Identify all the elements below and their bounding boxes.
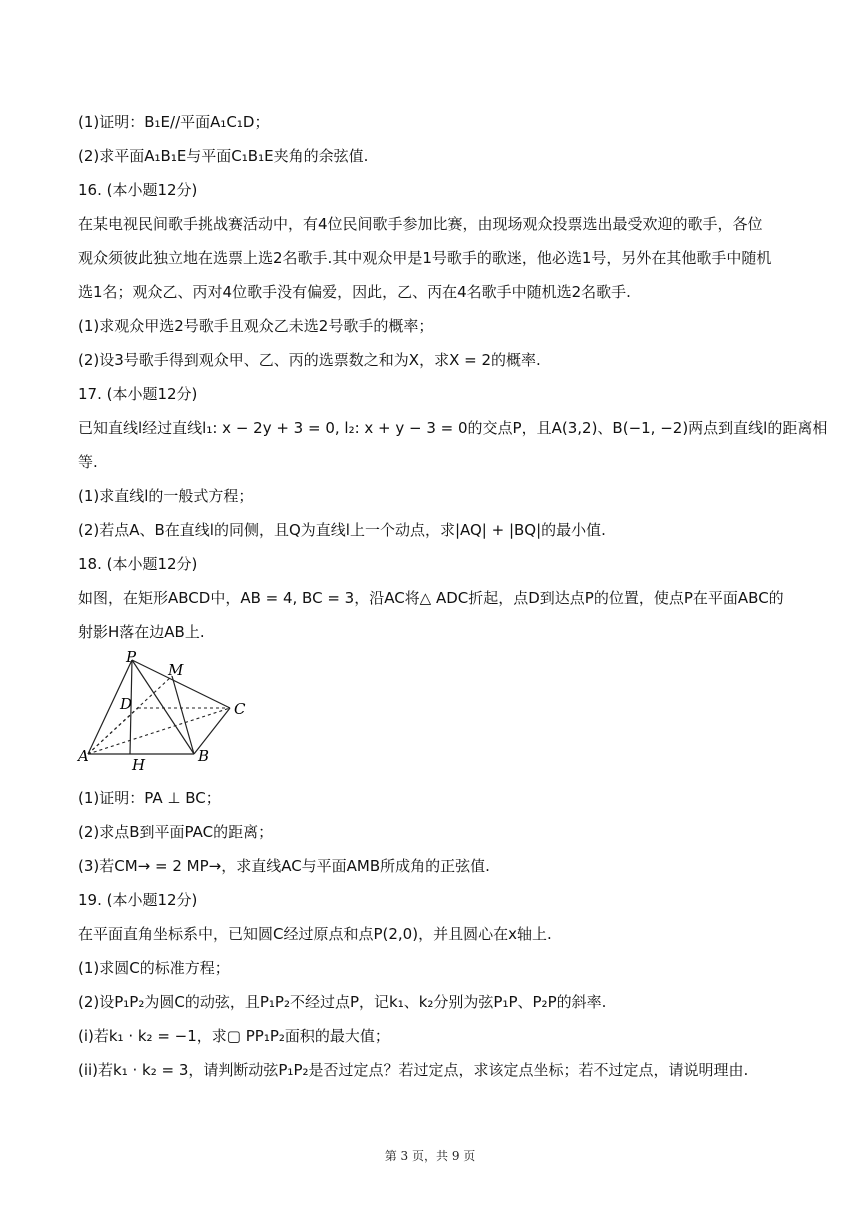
q19-heading: 19. (本小题12分) [78, 891, 198, 909]
q17-stem-line1: 已知直线l经过直线l₁: x − 2y + 3 = 0, l₂: x + y − 3 = 0的交点P，且A(3,2)、B(−1, −2)两点到直线l的距离相 [78, 419, 828, 437]
label-P: P [126, 648, 137, 666]
q17-part2: (2)若点A、B在直线l的同侧，且Q为直线l上一个动点，求|AQ| + |BQ|的最小值. [78, 521, 606, 539]
q18-heading: 18. (本小题12分) [78, 555, 198, 573]
q18-part3: (3)若CM→ = 2 MP→，求直线AC与平面AMB所成角的正弦值. [78, 857, 490, 875]
q19-part2: (2)设P₁P₂为圆C的动弦，且P₁P₂不经过点P，记k₁、k₂分别为弦P₁P、P₂P的斜率. [78, 993, 607, 1011]
q19-part2-i: (i)若k₁ · k₂ = −1，求▢ PP₁P₂面积的最大值； [78, 1027, 390, 1045]
label-B: B [198, 747, 210, 765]
q16-stem-line2: 观众须彼此独立地在选票上选2名歌手.其中观众甲是1号歌手的歌迷，他必选1号，另外在其他歌手中随机 [78, 249, 772, 267]
q18-stem-line2: 射影H落在边AB上. [78, 623, 205, 641]
q16-stem-line3: 选1名；观众乙、丙对4位歌手没有偏爱，因此，乙、丙在4名歌手中随机选2名歌手. [78, 283, 631, 301]
q18-part1: (1)证明：PA ⊥ BC； [78, 789, 221, 807]
q16-part2: (2)设3号歌手得到观众甲、乙、丙的选票数之和为X，求X = 2的概率. [78, 351, 541, 369]
q19-part2-ii: (ii)若k₁ · k₂ = 3，请判断动弦P₁P₂是否过定点？若过定点，求该定点坐标；若不过定点，请说明理由. [78, 1061, 749, 1079]
label-C: C [234, 700, 246, 718]
q15-part2: (2)求平面A₁B₁E与平面C₁B₁E夹角的余弦值. [78, 147, 369, 165]
label-H: H [132, 756, 146, 774]
q19-stem: 在平面直角坐标系中，已知圆C经过原点和点P(2,0)，并且圆心在x轴上. [78, 925, 552, 943]
q18-part2: (2)求点B到平面PAC的距离； [78, 823, 274, 841]
q17-part1: (1)求直线l的一般式方程； [78, 487, 254, 505]
q18-stem-line1: 如图，在矩形ABCD中，AB = 4, BC = 3，沿AC将△ ADC折起，点D到达点P的位置，使点P在平面ABC的 [78, 589, 784, 607]
label-M: M [168, 661, 184, 679]
q16-part1: (1)求观众甲选2号歌手且观众乙未选2号歌手的概率； [78, 317, 434, 335]
q16-stem-line1: 在某电视民间歌手挑战赛活动中，有4位民间歌手参加比赛，由现场观众投票选出最受欢迎的歌手，各位 [78, 215, 763, 233]
q17-stem-line2: 等. [78, 453, 98, 471]
label-D: D [120, 695, 133, 713]
q18-figure [76, 648, 256, 774]
q17-heading: 17. (本小题12分) [78, 385, 198, 403]
label-A: A [78, 747, 89, 765]
q16-heading: 16. (本小题12分) [78, 181, 198, 199]
q19-part1: (1)求圆C的标准方程； [78, 959, 230, 977]
page-footer: 第 3 页，共 9 页 [384, 1149, 476, 1163]
q15-part1: (1)证明：B₁E//平面A₁C₁D； [78, 113, 270, 131]
